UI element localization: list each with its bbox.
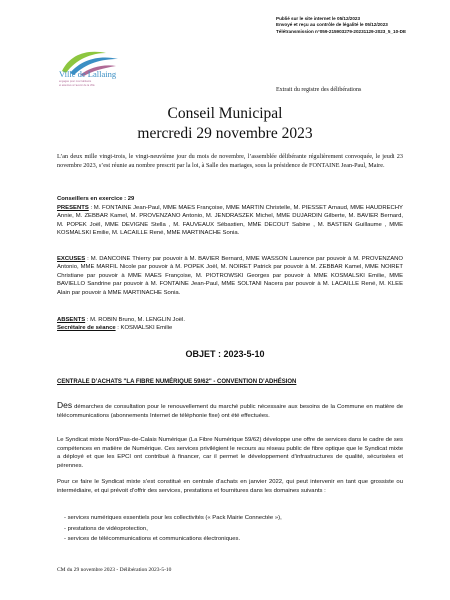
paragraph-centrale-achats: Pour ce faire le Syndicat mixte s’est constitué en centrale d’achats en janvier 2022, qui peut intervenir en tant que grossiste ou intermédiaire, et qui prévoit d’offrir des services, prestations et fournitures dans les domaines suivants : <box>57 479 403 494</box>
logo-tagline: engagée pour nos habitants et attentive à l’avenir de la Ville <box>59 80 95 87</box>
excused-label: EXCUSES <box>57 256 86 262</box>
stamp-received-line: Envoyé et reçu au contrôle de légalité le 05/12/2023 <box>276 22 388 28</box>
absent-label: ABSENTS <box>57 317 86 323</box>
list-item: - services de télécommunications et communications électroniques. <box>64 536 241 543</box>
register-extract-label: Extrait du registre des délibérations <box>276 87 362 93</box>
paragraph-syndicat: Le Syndicat mixte Nord/Pas-de-Calais Numérique (La Fibre Numérique 59/62) développe une offre de services dans le cadre de ses compétences en matière de Numérique. Ces services privilégient le recours au réseau public de fibre optique que le Syndicat mixte a déployé et que les EPCI ont contribué à financer, car il permet le développement d’infrastructures de qualité, sécurisées et pérennes. <box>57 437 403 469</box>
list-item: - services numériques essentiels pour les collectivités (« Pack Mairie Connectée »), <box>64 515 282 521</box>
town-logo <box>56 47 126 95</box>
page-footer: CM du 29 novembre 2023 - Délibération 2023-5-10 <box>57 567 172 573</box>
list-item: - prestations de vidéoprotection, <box>64 525 148 532</box>
object-heading: OBJET : 2023-5-10 <box>185 349 265 359</box>
stamp-published-line: Publié sur le site internet le 05/12/2023 <box>276 16 361 21</box>
present-list: : M. FONTAINE Jean-Paul, MME MAES Françoise, MME MARTIN Christelle, M. PIESSET Arnaud, MME HAUDRECHY Annie, M. ZEBBAR Kamel, M. PROVENZANO Antonio, M. JENDRASZEK Michel, MME DUJARDIN Gilberte, M. BAVIER Bernard, M. POPEK Joël, MME DEVIGNE Stella , M. FAUVEAUX Sébastien, MME DECOUT Sabine , M. BASTIEN Guillaume , MME KOSMALSKI Emilie, M. LACAILLE René, MME MARTINACHE Sonia. <box>57 205 403 237</box>
services-list <box>64 513 404 545</box>
excused-list: : M. DANCOINE Thierry par pouvoir à M. BAVIER Bernard, MME WASSON Laurence par pouvoir à M. PROVENZANO Antonio, MME MARFIL Nicole par pouvoir à M. POPEK Joël, M. NOIRET Patrick par pouvoir à M. ZEBBAR Kamel, MME NOIRET Christiane par pouvoir à MME MAES Françoise, M. PIOTROWSKI Georges par pouvoir à MME KOSMALSKI Emilie, MME BAVIELLO Sandrine par pouvoir à M. FONTAINE Jean-Paul, MME SOLTANI Nacera par pouvoir à M. LACAILLE René, M. KLEE Alain par pouvoir à MME MARTINACHE Sonia. <box>57 256 403 296</box>
paragraph-first-word: Des <box>57 400 73 410</box>
meeting-date: mercredi 29 novembre 2023 <box>137 125 313 142</box>
excused-members <box>57 255 403 297</box>
present-members <box>57 204 403 238</box>
councillors-count: Conseillers en exercice : 29 <box>57 196 135 202</box>
council-title: Conseil Municipal <box>167 105 283 122</box>
stamp-transmission-line: Télétransmission n°059-215903279-20231129-2023_5_10-DE <box>276 28 407 34</box>
logo-town-name: Ville de Lallaing <box>59 69 117 79</box>
absent-list: : M. ROBIN Bruno, M. LENGLIN Joël. <box>85 317 185 323</box>
present-label: PRESENTS <box>57 205 89 211</box>
secretary-name: : KOSMALSKI Emilie <box>115 325 173 331</box>
intro-paragraph: L’an deux mille vingt-trois, le vingt-neuvième jour du mois de novembre, l’assemblée délibérante régulièrement convoquée, le jeudi 23 novembre 2023, s’est réunie au nombre prescrit par la loi, à Salle des mariages, sous la présidence de FONTAINE Jean-Paul, Maire. <box>57 153 403 169</box>
secretary-label: Secrétaire de séance <box>57 325 116 331</box>
session-secretary <box>57 324 403 332</box>
deliberation-subject: CENTRALE D’ACHATS "LA FIBRE NUMÉRIQUE 59/62" - CONVENTION D’ADHÉSION <box>57 379 297 385</box>
legality-stamp <box>276 16 444 35</box>
paragraph-consultation: Des démarches de consultation pour le renouvellement du marché public nécessaire aux besoins de la Commune en matière de télécommunications (abonnements Internet de téléphonie fixe) ont été effectuées. <box>57 400 403 419</box>
